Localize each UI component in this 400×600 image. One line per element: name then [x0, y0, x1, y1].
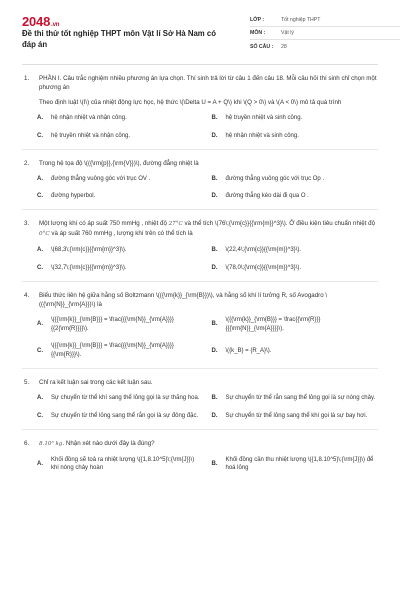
option-text: hệ nhận nhiệt và nhận công.: [51, 115, 127, 121]
question-text: Biểu thức liên hệ giữa hằng số Boltzmann \(({\rm{k}}_{\rm{B}})\), và hằng số khí lí tưởng R, số Avogadro \(({\rm{N}}_{\rm{A}})\) là: [39, 291, 328, 308]
option-text: Sự chuyển từ thể lỏng sang thể khí gọi là sự bay hơi.: [225, 412, 368, 419]
option-text: đường thẳng vuông góc với trục OV .: [51, 175, 151, 182]
question-text: Trong hệ tọa độ \(({\rm{p}},{\rm{V}})\), đường đẳng nhiệt là: [39, 159, 199, 167]
question-6: [22, 430, 378, 482]
question-head: [22, 74, 378, 92]
meta-row-count: [250, 40, 400, 53]
option-a[interactable]: [37, 316, 204, 334]
option-text: \({{\rm{k}}_{\rm{B}}} = \frac{{{\rm{N}}_{\rm{A}}}}{{\rm{R}}}\).: [51, 343, 174, 359]
question-text: [39, 219, 378, 239]
header: [22, 0, 378, 58]
option-d[interactable]: [212, 412, 379, 421]
option-text: hệ truyền nhiệt và sinh công.: [225, 115, 303, 121]
logo-text: 2048: [22, 14, 51, 29]
option-c[interactable]: [37, 264, 204, 273]
meta-value: Tốt nghiệp THPT: [281, 17, 321, 23]
question-head: [22, 439, 378, 449]
option-text: \(68,3\;{\rm{c}}{{\rm{m}}^3}\).: [51, 247, 127, 254]
question-text: PHẦN I. Câu trắc nghiệm nhiều phương án lựa chọn. Thí sinh trả lời từ câu 1 đến câu 18. Mỗi câu hỏi thí sinh chỉ chọn một phương án: [39, 75, 377, 91]
question-text: [39, 439, 378, 449]
question-head: [22, 291, 378, 309]
option-text: \({k_B} = {R_A}\).: [225, 347, 272, 354]
option-a[interactable]: [37, 114, 204, 123]
answer-options: [22, 394, 378, 429]
option-a[interactable]: [37, 394, 204, 403]
meta-label: MÔN :: [250, 30, 266, 36]
question-number: 4.: [24, 291, 30, 299]
option-text: đường hyperbol.: [51, 193, 96, 200]
option-text: \(22,4\;{\rm{c}}{{\rm{m}}^3}\).: [225, 247, 302, 254]
option-text: hệ truyền nhiệt và nhận công.: [51, 132, 131, 139]
meta-label: LỚP :: [250, 17, 265, 23]
option-c[interactable]: [37, 132, 204, 141]
question-number: 6.: [24, 439, 30, 447]
meta-value: Vật lý: [281, 30, 294, 36]
question-statement: Theo định luật \(I\) của nhiệt động lực học, hệ thức \(\Delta U = A + Q\) khi \(Q > 0\) và \(A < 0\) mô tả quá trình: [39, 99, 342, 106]
option-a[interactable]: [37, 246, 204, 255]
math-temperature: 0°C: [39, 231, 50, 238]
option-text: \(78,0\;{\rm{c}}{{\rm{m}}^3}\).: [225, 264, 302, 271]
option-letter: A.: [37, 247, 43, 254]
question-1: [22, 65, 378, 150]
option-b[interactable]: [212, 316, 379, 334]
question-number: 1.: [24, 75, 30, 82]
meta-row-subject: [250, 27, 400, 40]
answer-options: [22, 246, 378, 281]
option-text: Khối đồng sẽ toả ra nhiệt lượng \({1,8.10^5}\;{\rm{J}}\) khi nóng chảy hoàn: [51, 456, 195, 472]
option-c[interactable]: [37, 412, 204, 421]
option-c[interactable]: [37, 192, 204, 201]
option-letter: A.: [37, 321, 43, 328]
option-text: \(32,7\;{\rm{c}}{{\rm{m}}^3}\).: [51, 264, 127, 271]
option-b[interactable]: [212, 394, 379, 403]
document-meta: [250, 14, 400, 53]
option-letter: D.: [211, 193, 218, 200]
question-number: 2.: [24, 159, 30, 167]
question-number: 5.: [24, 378, 30, 386]
logo-tld: .vn: [51, 22, 60, 28]
option-b[interactable]: [212, 456, 379, 474]
meta-row-class: [250, 14, 400, 27]
option-letter: B.: [211, 115, 218, 121]
option-letter: D.: [211, 132, 218, 139]
option-letter: A.: [37, 394, 43, 401]
question-head: [22, 378, 378, 387]
question-3: [22, 210, 378, 282]
option-d[interactable]: [212, 264, 379, 273]
option-letter: C.: [37, 264, 43, 271]
option-text: đường thẳng kéo dài đi qua O .: [225, 193, 309, 200]
question-text-part: Một lượng khí có áp suất 750 mmHg , nhiệt độ: [39, 220, 169, 228]
answer-options: [22, 316, 378, 368]
option-a[interactable]: [37, 175, 204, 184]
option-text: \({{\rm{k}}_{\rm{B}}} = \frac{{{\rm{N}}_{\rm{A}}}}{{2{\rm{R}}}}\).: [51, 316, 174, 332]
option-letter: C.: [37, 193, 43, 200]
option-b[interactable]: [212, 175, 379, 184]
document-title: Đề thi thử tốt nghiệp THPT môn Vật lí Sở Hà Nam có đáp án: [22, 29, 216, 49]
meta-value: 28: [281, 43, 287, 50]
option-letter: C.: [37, 347, 43, 354]
option-letter: D.: [211, 412, 218, 419]
option-text: Khối đồng cần thu nhiệt lượng \({1,8.10^5}\;{\rm{J}}\) để hoá lỏng: [225, 456, 374, 472]
option-text: hệ nhận nhiệt và sinh công.: [225, 132, 299, 139]
question-text-part: . Nhận xét nào dưới đây là đúng?: [62, 439, 155, 447]
question-2: [22, 150, 378, 211]
option-letter: B.: [211, 460, 218, 467]
question-5: [22, 369, 378, 430]
option-text: Sự chuyển từ thể rắn sang thể lỏng gọi là sự nóng chảy.: [225, 394, 376, 401]
meta-label: SỐ CÂU :: [250, 43, 274, 50]
math-temperature: 27°C: [168, 221, 183, 228]
answer-options: [22, 114, 378, 149]
option-d[interactable]: [212, 342, 379, 360]
option-letter: C.: [37, 132, 43, 139]
option-letter: B.: [211, 394, 218, 401]
question-head: [22, 159, 378, 168]
option-letter: B.: [211, 175, 218, 182]
option-text: Sự chuyển từ thể lỏng sang thể rắn gọi là sự đông đặc.: [51, 412, 199, 419]
option-letter: A.: [37, 175, 43, 182]
option-c[interactable]: [37, 342, 204, 360]
question-text-part: và áp suất 760 mmHg , lượng khí trên có thể tích là: [49, 230, 193, 238]
option-letter: A.: [37, 460, 43, 467]
question-text: Chỉ ra kết luận sai trong các kết luận sau.: [39, 378, 153, 386]
option-a[interactable]: [37, 456, 204, 474]
option-letter: A.: [37, 115, 43, 121]
option-text: Sự chuyển từ thể khí sang thể lỏng gọi là sự thăng hoa.: [51, 394, 200, 401]
option-b[interactable]: [212, 114, 379, 123]
option-d[interactable]: [212, 132, 379, 141]
answer-options: [22, 175, 378, 210]
math-quantity: 8.10⁵ kg: [39, 440, 63, 447]
option-letter: B.: [211, 321, 218, 328]
option-text: \({{\rm{k}}_{\rm{B}}} = \frac{{\rm{R}}}{{{\rm{N}}_{\rm{A}}}}\).: [225, 316, 321, 332]
question-4: [22, 282, 378, 369]
question-head: [22, 219, 378, 239]
option-b[interactable]: [212, 246, 379, 255]
site-logo[interactable]: [22, 14, 59, 29]
option-letter: B.: [211, 247, 218, 254]
answer-options: [22, 456, 378, 482]
option-letter: D.: [211, 264, 218, 271]
option-text: đường thẳng vuông góc với trục Op .: [225, 175, 325, 182]
question-text-part: và thể tích \(76\;{\rm{c}}{{\rm{m}}^3}\). Ở điều kiện tiêu chuẩn nhiệt độ: [182, 220, 376, 228]
option-d[interactable]: [212, 192, 379, 201]
option-letter: C.: [37, 412, 43, 419]
question-number: 3.: [24, 220, 30, 228]
option-letter: D.: [211, 347, 218, 354]
